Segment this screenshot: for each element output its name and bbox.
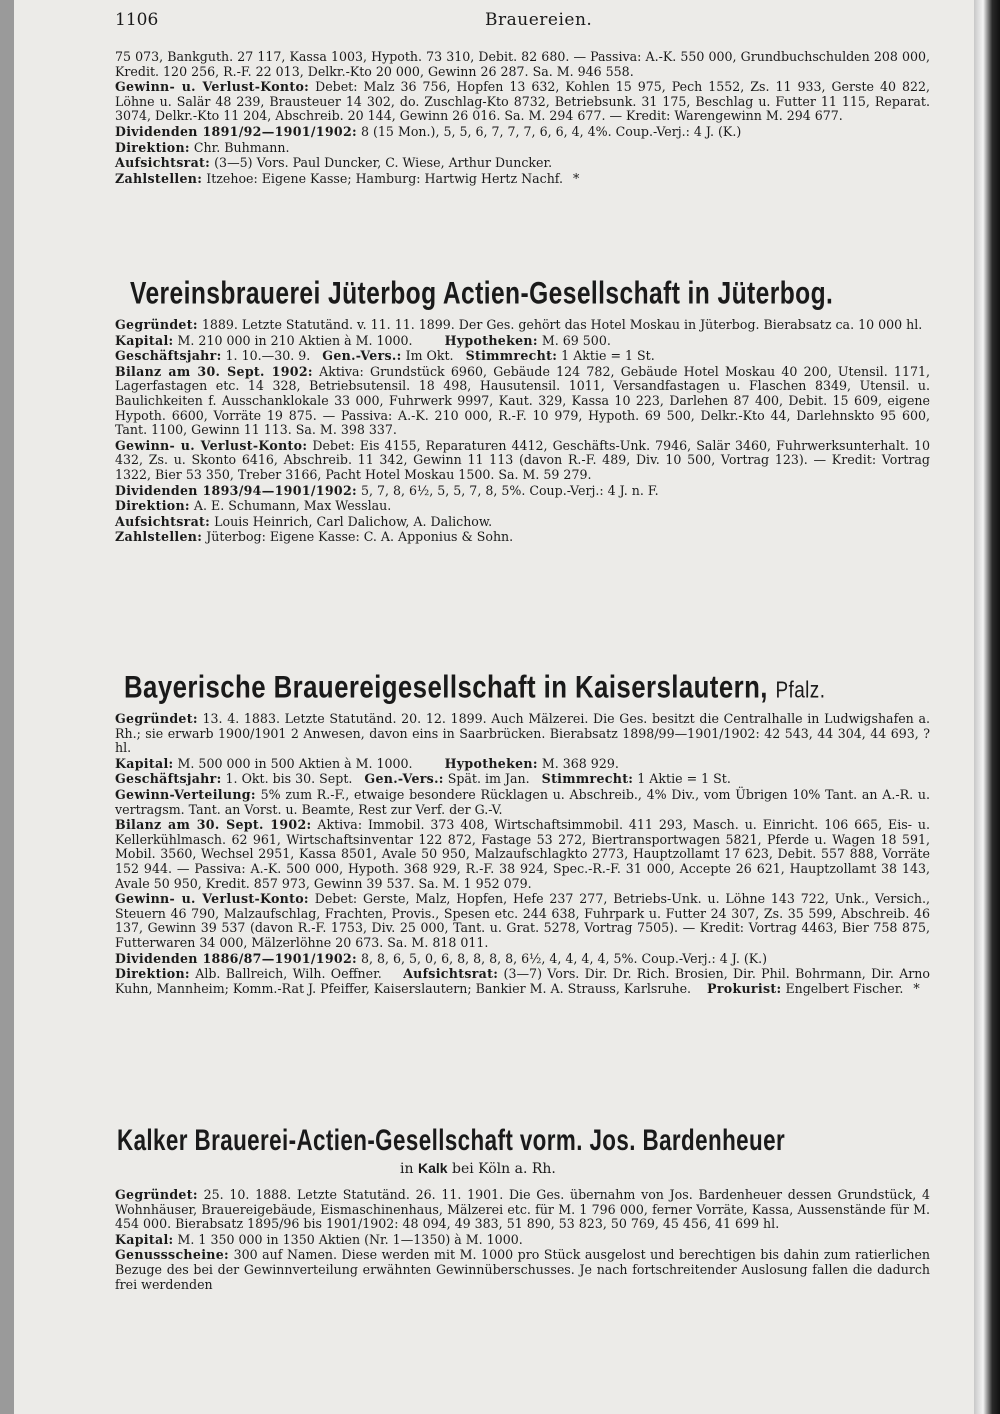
paying-agents: [115, 530, 930, 545]
dividends: [115, 125, 930, 140]
capital: [115, 1233, 930, 1248]
text: Debet: Malz 36 756, Hopfen 13 632, Kohlen 15 975, Pech 1552, Zs. 11 933, Gerste 40 822, Löhne u. Salär 48 239, Brausteuer 14 302, do. Zuschlag-Kto 8732, Betriebsunk. 31 175, Beschlag u. Futter 11 115, Reparat. 3074, Delkr.-Kto 11 204, Abschreib. 20 144, Gewinn 26 016. Sa. M. 294 677. — Kredit: Warengewinn M. 294 677.: [115, 79, 930, 124]
label: Gewinn- u. Verlust-Konto:: [115, 437, 308, 453]
text: 13. 4. 1883. Letzte Statutänd. 20. 12. 1899. Auch Mälzerei. Die Ges. besitzt die Centralhalle in Ludwigshafen a. Rh.; sie erwarb 1900/1901 2 Anwesen, davon eins in Saarbrücken. Bierabsatz 1898/99—1901/1902: 42 543, 44 304, 44 693, ? hl.: [115, 711, 930, 756]
label: Zahlstellen:: [115, 529, 203, 545]
profit-loss-account: [115, 80, 930, 124]
text: A. E. Schumann, Max Wesslau.: [193, 498, 392, 514]
text: 1889. Letzte Statutänd. v. 11. 11. 1899. Der Ges. gehört das Hotel Moskau in Jüterbog. Bierabsatz ca. 10 000 hl.: [201, 317, 923, 332]
label: Gewinn- u. Verlust-Konto:: [115, 891, 309, 907]
page-number: 1106: [115, 10, 159, 30]
text: 8 (15 Mon.), 5, 5, 6, 7, 7, 7, 6, 6, 4, 4%. Coup.-Verj.: 4 J. (K.): [360, 123, 742, 139]
direction: [115, 499, 930, 514]
balance-sheet: [115, 818, 930, 891]
label: Zahlstellen:: [115, 170, 203, 186]
capital: [115, 757, 930, 772]
star-mark: *: [573, 170, 580, 186]
label: Genussscheine:: [115, 1247, 229, 1263]
text: Aktiva: Immobil. 373 408, Wirtschaftsimmobil. 411 293, Masch. u. Einricht. 106 665, Eis- u. Kellerkühlmasch. 62 961, Wirtschaftsinventar 122 872, Fastage 53 272, Biertransportwagen 5821, Pferde u. Wagen 18 591, Mobil. 3560, Wechsel 2951, Kassa 8501, Avale 50 950, Malzaufschlagkto 2773, Hauptzollamt 17 623, Debit. 557 888, Vorräte 152 944. — Passiva: A.-K. 500 000, Hypoth. 368 929, R.-F. 38 924, Spec.-R.-F. 31 000, Accepte 26 621, Hauptzollamt 38 143, Avale 50 950, Kredit. 857 973, Gewinn 39 537. Sa. M. 1 952 079.: [115, 817, 930, 891]
label: Aufsichtsrat:: [115, 155, 211, 171]
page-edge-shadow: [974, 0, 1000, 1414]
sub-pre: in: [400, 1161, 414, 1177]
entry-kalk: [115, 1188, 930, 1293]
direction: [115, 967, 930, 996]
participation-certificates: [115, 1248, 930, 1292]
label: Aufsichtsrat:: [403, 966, 499, 982]
label: Dividenden 1891/92—1901/1902:: [115, 123, 357, 139]
profit-distribution: [115, 788, 930, 817]
supervisory-board: [115, 515, 930, 530]
text: Louis Heinrich, Carl Dalichow, A. Dalichow.: [214, 513, 493, 529]
label: Gewinn-Verteilung:: [115, 786, 256, 802]
founded: [115, 318, 930, 333]
dividends: [115, 952, 930, 967]
label: Aufsichtsrat:: [115, 513, 211, 529]
dividends: [115, 484, 930, 499]
text: 1. Okt. bis 30. Sept.: [225, 771, 353, 787]
label: Stimmrecht:: [465, 348, 558, 364]
founded: [115, 712, 930, 756]
paying-agents: [115, 172, 930, 187]
text: Debet: Gerste, Malz, Hopfen, Hefe 237 277, Betriebs-Unk. u. Löhne 143 722, Unk., Versich., Steuern 46 790, Malzaufschlag, Frachten, Provis., Spesen etc. 244 638, Fuhrpark u. Futter 24 307, Zs. 35 599, Abschreib. 46 137, Gewinn 39 537 (davon R.-F. 1753, Div. 25 000, Tant. u. Grat. 5278, Vortrag 7505). — Kredit: Vortrag 4463, Bier 758 875, Futterwaren 34 000, Mälzerlöhne 20 673. Sa. M. 818 011.: [115, 891, 930, 950]
text: 300 auf Namen. Diese werden mit M. 1000 pro Stück ausgelost und berechtigen bis dahin zum ratierlichen Bezuge des bei der Gewinnverteilung erwähnten Gewinnüberschusses. Je nach fortschreitender Auslosung fallen die dadurch frei werdenden: [115, 1247, 931, 1292]
text: 1 Aktie = 1 St.: [637, 771, 731, 787]
label: Gegründet:: [115, 1187, 198, 1202]
entry-continuation: [115, 50, 930, 187]
sub-post: bei Köln a. Rh.: [451, 1161, 556, 1177]
label: Geschäftsjahr:: [115, 348, 222, 364]
supervisory-board: [115, 156, 930, 171]
text: 5, 7, 8, 6½, 5, 5, 7, 8, 5%. Coup.-Verj.: 4 J. n. F.: [360, 482, 659, 498]
section-subtitle-kalk: [400, 1160, 556, 1177]
label: Gegründet:: [115, 711, 198, 726]
title-text: Bayerische Brauereigesellschaft in Kaiserslautern,: [124, 670, 768, 705]
label: Dividenden 1886/87—1901/1902:: [115, 950, 357, 966]
text: 8, 8, 6, 5, 0, 6, 8, 8, 8, 8, 6½, 4, 4, 4, 4, 5%. Coup.-Verj.: 4 J. (K.): [360, 950, 768, 966]
label: Stimmrecht:: [541, 771, 634, 787]
text: Chr. Buhmann.: [193, 139, 290, 155]
fiscal-year: [115, 772, 930, 787]
profit-loss-account: [115, 439, 930, 483]
balance-continued: 75 073, Bankguth. 27 117, Kassa 1003, Hypoth. 73 310, Debit. 82 680. — Passiva: A.-K. 550 000, Grundbuchschulden 208 000, Kredit. 120 256, R.-F. 22 013, Delkr.-Kto 20 000, Gewinn 26 287. Sa. M. 946 558.: [115, 49, 930, 79]
label: Direktion:: [115, 498, 190, 514]
text: Jüterbog: Eigene Kasse: C. A. Apponius & Sohn.: [206, 529, 514, 545]
label: Hypotheken:: [444, 755, 538, 771]
text: Alb. Ballreich, Wilh. Oeffner.: [195, 966, 382, 982]
label: Bilanz am 30. Sept. 1902:: [115, 817, 312, 833]
text: M. 210 000 in 210 Aktien à M. 1000.: [177, 332, 413, 348]
profit-loss-account: [115, 892, 930, 950]
label: Gen.-Vers.:: [322, 348, 402, 364]
entry-jueterbog: [115, 318, 930, 546]
text: M. 69 500.: [541, 332, 611, 348]
text: M. 1 350 000 in 1350 Aktien (Nr. 1—1350) à M. 1000.: [177, 1231, 523, 1247]
text: M. 500 000 in 500 Aktien à M. 1000.: [177, 755, 413, 771]
label: Direktion:: [115, 966, 190, 982]
text: Itzehoe: Eigene Kasse; Hamburg: Hartwig Hertz Nachf.: [206, 170, 564, 186]
label: Kapital:: [115, 332, 174, 348]
section-title-kalk: Kalker Brauerei-Actien-Gesellschaft vorm. Jos. Bardenheuer: [117, 1124, 786, 1157]
title-suffix: Pfalz.: [775, 676, 826, 703]
label: Kapital:: [115, 1231, 174, 1247]
label: Bilanz am 30. Sept. 1902:: [115, 363, 313, 379]
label: Gegründet:: [115, 317, 198, 332]
text: (3—7) Vors. Dir. Dr. Rich. Brosien, Dir. Phil. Bohrmann, Dir. Arno Kuhn, Mannheim; Komm.-Rat J. Pfeiffer, Kaiserslautern; Bankier M. A. Strauss, Karlsruhe.: [115, 966, 931, 996]
text: 5% zum R.-F., etwaige besondere Rücklagen u. Abschreib., 4% Div., vom Übrigen 10% Tant. an A.-R. u. vertragsm. Tant. an Vorst. u. Beamte, Rest zur Verf. der G.-V.: [115, 786, 930, 817]
page-header: [115, 10, 945, 34]
label: Geschäftsjahr:: [115, 771, 222, 787]
text: Spät. im Jan.: [447, 771, 530, 787]
label: Gewinn- u. Verlust-Konto:: [115, 79, 310, 95]
entry-kaiserslautern: [115, 712, 930, 997]
text: Im Okt.: [405, 348, 454, 364]
label: Hypotheken:: [444, 332, 538, 348]
running-title: Brauereien.: [485, 10, 593, 30]
star-mark: *: [913, 980, 920, 996]
text: Debet: Eis 4155, Reparaturen 4412, Geschäfts-Unk. 7946, Salär 3460, Fuhrwerksunterhalt. 10 432, Zs. u. Skonto 6416, Abschreib. 11 342, Gewinn 11 113 (davon R.-F. 489, Div. 10 500, Vortrag 123). — Kredit: Vortrag 1322, Bier 53 350, Treber 3166, Pacht Hotel Moskau 1500. Sa. M. 59 279.: [115, 437, 930, 482]
label: Gen.-Vers.:: [364, 771, 444, 787]
text: M. 368 929.: [541, 755, 619, 771]
section-title-jueterbog: Vereinsbrauerei Jüterbog Actien-Gesellschaft in Jüterbog.: [130, 276, 834, 311]
balance-sheet: [115, 365, 930, 438]
label: Prokurist:: [707, 980, 782, 996]
text: Aktiva: Grundstück 6960, Gebäude 124 782, Gebäude Hotel Moskau 40 200, Utensil. 1171, Lagerfastagen etc. 14 328, Betriebsutensil. 18 498, Hausutensil. 1011, Versandfastagen u. Flaschen 8349, Utensil. u. Baulichkeiten f. Ausschanklokale 33 000, Fuhrwerk 9997, Kaut. 329, Kassa 10 223, Darlehen 87 400, Debit. 15 609, eigene Hypoth. 6600, Vorräte 19 875. — Passiva: A.-K. 210 000, R.-F. 10 979, Hypoth. 69 500, Delkr.-Kto 44, Darlehnskto 95 600, Tant. 1100, Gewinn 11 113. Sa. M. 398 337.: [115, 363, 930, 438]
label: Dividenden 1893/94—1901/1902:: [115, 482, 357, 498]
label: Kapital:: [115, 755, 174, 771]
label: Direktion:: [115, 139, 190, 155]
text: 1 Aktie = 1 St.: [561, 348, 655, 364]
section-title-kaiserslautern: [124, 670, 825, 706]
text: (3—5) Vors. Paul Duncker, C. Wiese, Arthur Duncker.: [214, 155, 553, 171]
founded: [115, 1188, 930, 1232]
text: Engelbert Fischer.: [785, 980, 904, 996]
capital: [115, 334, 930, 349]
text: 1. 10.—30. 9.: [225, 348, 311, 364]
direction: [115, 141, 930, 156]
text: 25. 10. 1888. Letzte Statutänd. 26. 11. 1901. Die Ges. übernahm von Jos. Bardenheuer dessen Grundstück, 4 Wohnhäuser, Brauereigebäude, Eismaschinenhaus, Mälzerei etc. für M. 1 796 000, ferner Vorräte, Kassa, Aussenstände für M. 454 000. Bierabsatz 1895/96 bis 1901/1902: 48 094, 49 383, 51 890, 53 823, 50 769, 45 456, 41 699 hl.: [115, 1187, 930, 1232]
sub-place: Kalk: [417, 1160, 448, 1176]
fiscal-year: [115, 349, 930, 364]
